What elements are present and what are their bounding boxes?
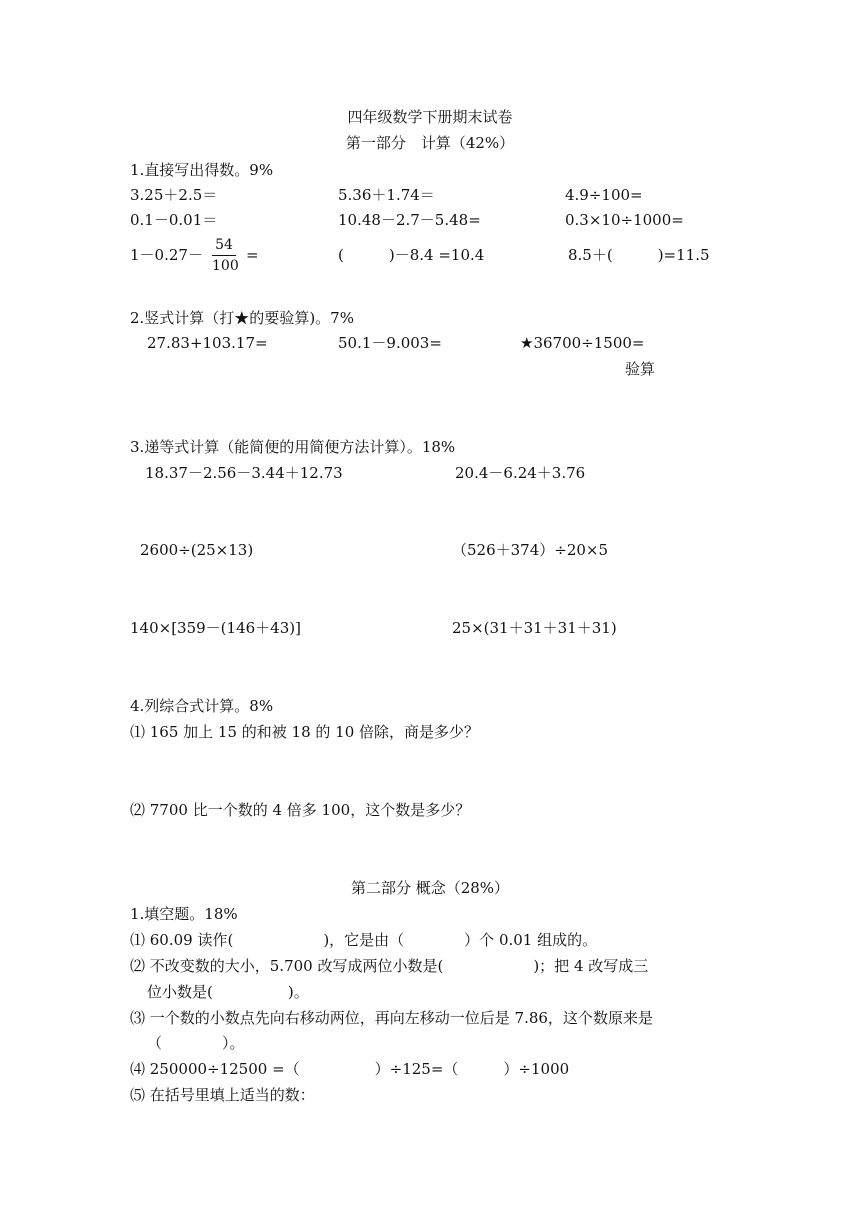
q1-fraction [212, 236, 239, 275]
exam-title: 四年级数学下册期末试卷 [347, 108, 513, 126]
fill-blank-line: 位小数是( )。 [147, 983, 309, 1001]
q1-item: 4.9÷100= [565, 186, 643, 204]
q1-item: 10.48－2.7－5.48= [338, 211, 481, 229]
q1-item: 8.5＋( )=11.5 [568, 246, 710, 264]
q2-item: 27.83+103.17= [147, 334, 268, 352]
fill-blank-line: ⑷ 250000÷12500 =（ ）÷125=（ ）÷1000 [130, 1060, 570, 1078]
q2-item-starred: ★36700÷1500= [520, 334, 645, 352]
q1-item: 3.25＋2.5＝ [130, 186, 218, 204]
fill-blank-line: ⑴ 60.09 读作( )，它是由（ ）个 0.01 组成的。 [130, 931, 598, 949]
fraction-numerator: 54 [212, 236, 236, 256]
q2-check-label: 验算 [625, 360, 656, 378]
q1-item: 0.1－0.01＝ [130, 211, 218, 229]
q2-heading: 2.竖式计算（打★的要验算)。7% [130, 309, 354, 327]
q2-item: 50.1－9.003= [338, 334, 442, 352]
p2q1-heading: 1.填空题。18% [130, 905, 238, 923]
part2-heading: 第二部分 概念（28%） [350, 879, 510, 897]
q3-item: 25×(31＋31＋31＋31) [452, 619, 617, 637]
q4-item: ⑵ 7700 比一个数的 4 倍多 100，这个数是多少？ [130, 801, 471, 819]
q1-fraction-item-suffix: = [246, 246, 259, 264]
part1-heading: 第一部分 计算（42%） [345, 134, 515, 152]
q4-heading: 4.列综合式计算。8% [130, 697, 274, 715]
q1-item: ( )－8.4 =10.4 [338, 246, 485, 264]
q1-heading: 1.直接写出得数。9% [130, 161, 274, 179]
q3-item: 18.37－2.56－3.44＋12.73 [145, 464, 343, 482]
q3-item: （526＋374）÷20×5 [452, 541, 609, 559]
q3-item: 2600÷(25×13) [140, 541, 254, 559]
fill-blank-line: （ ）。 [147, 1034, 245, 1052]
q1-item: 0.3×10÷1000= [565, 211, 684, 229]
q3-heading: 3.递等式计算（能简便的用简便方法计算）。18% [130, 438, 456, 456]
q3-item: 20.4－6.24＋3.76 [455, 464, 586, 482]
fill-blank-line: ⑶ 一个数的小数点先向右移动两位，再向左移动一位后是 7.86，这个数原来是 [130, 1009, 653, 1027]
fill-blank-line: ⑵ 不改变数的大小，5.700 改写成两位小数是( )；把 4 改写成三 [130, 957, 649, 975]
q4-item: ⑴ 165 加上 15 的和被 18 的 10 倍除，商是多少？ [130, 723, 480, 741]
q3-item: 140×[359－(146＋43)] [130, 619, 301, 637]
fraction-denominator: 100 [212, 258, 239, 274]
q1-fraction-item-prefix: 1－0.27－ [130, 246, 203, 264]
fill-blank-line: ⑸ 在括号里填上适当的数： [130, 1086, 315, 1104]
q1-item: 5.36＋1.74＝ [338, 186, 435, 204]
